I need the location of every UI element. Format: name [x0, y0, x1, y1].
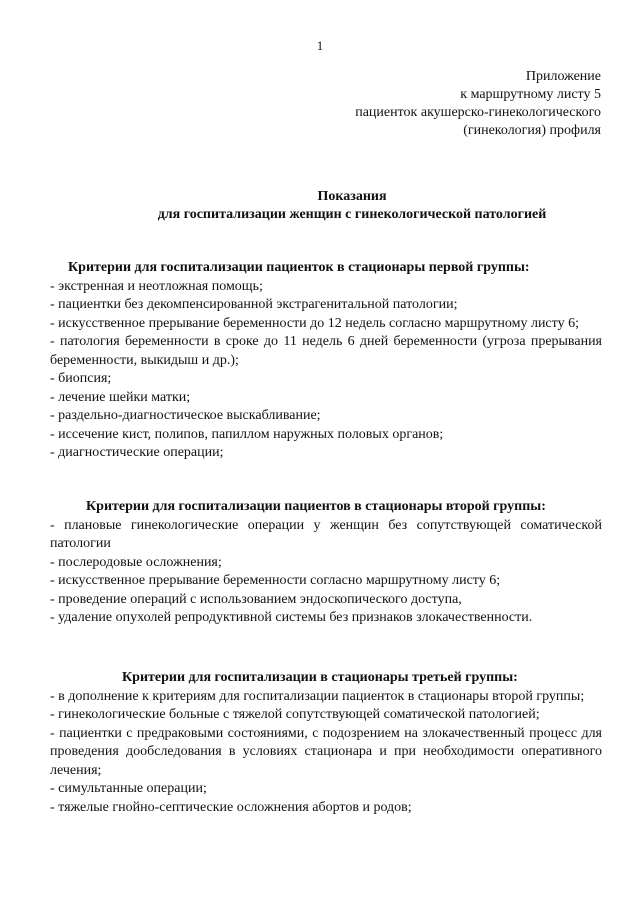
document-title — [0, 188, 640, 224]
criteria-section-third-group — [50, 669, 602, 817]
title-line: для госпитализации женщин с гинекологической патологией — [157, 207, 547, 222]
list-item: - проведение операций с использованием эндоскопического доступа, — [50, 591, 462, 607]
appendix-line: (гинекология) профиля — [463, 123, 601, 138]
list-item: - пациентки без декомпенсированной экстрагенитальной патологии; — [50, 297, 458, 312]
criteria-list — [50, 688, 602, 818]
list-item: - лечение шейки матки; — [50, 389, 191, 405]
list-item: - экстренная и неотложная помощь; — [50, 278, 263, 294]
list-item: - удаление опухолей репродуктивной системы без признаков злокачественности. — [50, 610, 533, 625]
criteria-list — [50, 278, 602, 463]
section-heading: Критерии для госпитализации пациентов в стационары второй группы: — [86, 499, 546, 514]
list-item: - пациентки с предраковыми состояниями, с подозрением на злокачественный процесс для проведения дообследования в условиях стационара и при необходимости оперативного лечения; — [50, 725, 602, 778]
list-item: - тяжелые гнойно-септические осложнения абортов и родов; — [50, 799, 412, 815]
criteria-section-first-group — [50, 259, 602, 463]
list-item: - патология беременности в сроке до 11 недель 6 дней беременности (угроза прерывания беременности, выкидыш и др.); — [50, 334, 602, 368]
criteria-section-second-group — [50, 498, 602, 628]
list-item: - послеродовые осложнения; — [50, 554, 222, 570]
appendix-line: к маршрутному листу 5 — [460, 87, 601, 102]
list-item: - иссечение кист, полипов, папиллом наружных половых органов; — [50, 426, 444, 442]
page-number: 1 — [316, 38, 324, 53]
list-item: - гинекологические больные с тяжелой сопутствующей соматической патологией; — [50, 707, 540, 722]
appendix-header — [355, 68, 601, 140]
list-item: - искусственное прерывание беременности согласно маршрутному листу 6; — [50, 573, 501, 588]
appendix-line: Приложение — [525, 69, 601, 84]
list-item: - искусственное прерывание беременности до 12 недель согласно маршрутному листу 6; — [50, 315, 579, 331]
appendix-line: пациенток акушерско-гинекологического — [355, 105, 601, 120]
list-item: - раздельно-диагностическое выскабливание; — [50, 408, 321, 423]
title-line: Показания — [317, 189, 387, 204]
list-item: - плановые гинекологические операции у женщин без сопутствующей соматической патологии — [50, 517, 602, 551]
list-item: - биопсия; — [50, 371, 112, 386]
list-item: - в дополнение к критериям для госпитализации пациенток в стационары второй группы; — [50, 688, 585, 704]
list-item: - симультанные операции; — [50, 781, 207, 796]
section-heading: Критерии для госпитализации пациенток в стационары первой группы: — [68, 260, 530, 275]
criteria-list — [50, 517, 602, 628]
section-heading: Критерии для госпитализации в стационары третьей группы: — [122, 670, 518, 685]
list-item: - диагностические операции; — [50, 445, 224, 460]
